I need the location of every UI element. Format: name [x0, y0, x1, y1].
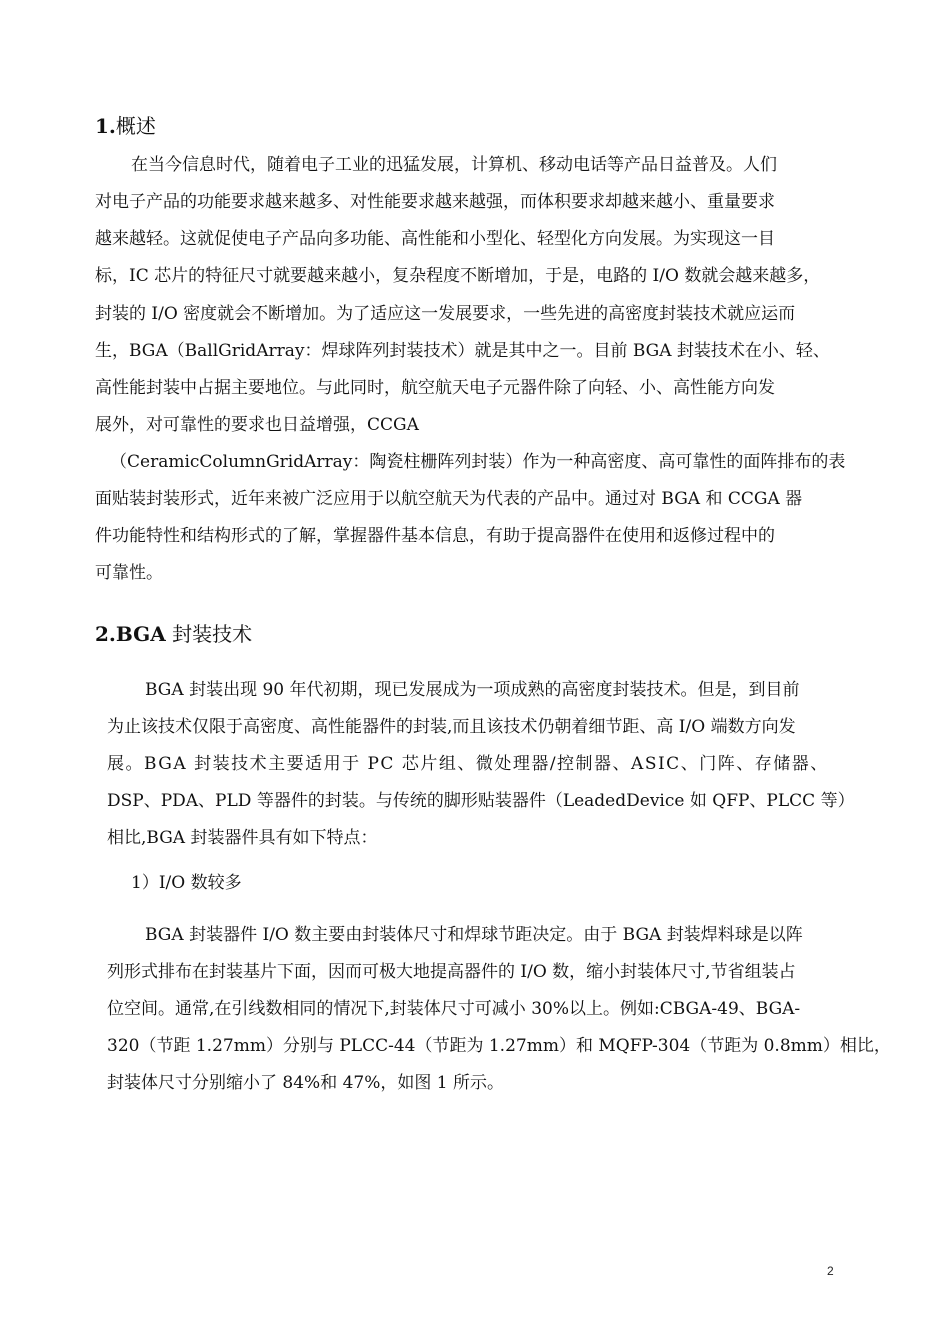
paragraph-line: 列形式排布在封装基片下面，因而可极大地提高器件的 I/O 数，缩小封装体尺寸,节省组装占 — [107, 962, 796, 982]
paragraph-line: 高性能封装中占据主要地位。与此同时，航空航天电子元器件除了向轻、小、高性能方向发 — [95, 378, 775, 398]
list-item: 1）I/O 数较多 — [131, 873, 242, 893]
paragraph-line: 封装体尺寸分别缩小了 84%和 47%，如图 1 所示。 — [107, 1073, 505, 1093]
paragraph-line: BGA 封装出现 90 年代初期，现已发展成为一项成熟的高密度封装技术。但是，到目前 — [145, 680, 800, 700]
section-1-number: 1. — [95, 114, 116, 138]
paragraph-line: 面贴装封装形式，近年来被广泛应用于以航空航天为代表的产品中。通过对 BGA 和 CCGA 器 — [95, 489, 803, 509]
paragraph-line: 对电子产品的功能要求越来越多、对性能要求越来越强，而体积要求却越来越小、重量要求 — [95, 192, 775, 212]
paragraph-line: （CeramicColumnGridArray：陶瓷柱栅阵列封装）作为一种高密度、高可靠性的面阵排布的表 — [110, 452, 846, 472]
paragraph-line: 展外，对可靠性的要求也日益增强，CCGA — [95, 415, 419, 435]
section-1-heading — [95, 114, 156, 138]
paragraph-line: 件功能特性和结构形式的了解，掌握器件基本信息，有助于提高器件在使用和返修过程中的 — [95, 526, 775, 546]
paragraph-line: BGA 封装器件 I/O 数主要由封装体尺寸和焊球节距决定。由于 BGA 封装焊料球是以阵 — [145, 925, 803, 945]
paragraph-line: 生，BGA（BallGridArray：焊球阵列封装技术）就是其中之一。目前 BGA 封装技术在小、轻、 — [95, 341, 830, 361]
section-1-title: 概述 — [115, 114, 156, 138]
paragraph-line: 在当今信息时代，随着电子工业的迅猛发展，计算机、移动电话等产品日益普及。人们 — [131, 155, 777, 175]
paragraph-line: 320（节距 1.27mm）分别与 PLCC-44（节距为 1.27mm）和 MQFP-304（节距为 0.8mm）相比， — [107, 1036, 891, 1056]
paragraph-line: 越来越轻。这就促使电子产品向多功能、高性能和小型化、轻型化方向发展。为实现这一目 — [95, 229, 775, 249]
paragraph-line: DSP、PDA、PLD 等器件的封装。与传统的脚形贴装器件（LeadedDevice 如 QFP、PLCC 等） — [107, 791, 855, 811]
paragraph-line: 为止该技术仅限于高密度、高性能器件的封装,而且该技术仍朝着细节距、高 I/O 端数方向发 — [107, 717, 796, 737]
section-2-number: 2.BGA — [95, 622, 166, 646]
paragraph-line: 相比,BGA 封装器件具有如下特点： — [107, 828, 378, 848]
paragraph-line: 位空间。通常,在引线数相同的情况下,封装体尺寸可减小 30%以上。例如:CBGA-49、BGA- — [107, 999, 801, 1019]
paragraph-line: 封装的 I/O 密度就会不断增加。为了适应这一发展要求，一些先进的高密度封装技术就应运而 — [95, 304, 796, 324]
section-2-title: 封装技术 — [165, 622, 253, 646]
paragraph-line: 标，IC 芯片的特征尺寸就要越来越小，复杂程度不断增加，于是，电路的 I/O 数就会越来越多， — [95, 266, 821, 286]
paragraph-line: 展。BGA 封装技术主要适用于 PC 芯片组、微处理器/控制器、ASIC、门阵、存储器、 — [107, 754, 829, 774]
page-number: 2 — [827, 1264, 834, 1278]
section-2-heading — [95, 622, 252, 646]
paragraph-line: 可靠性。 — [95, 563, 163, 583]
